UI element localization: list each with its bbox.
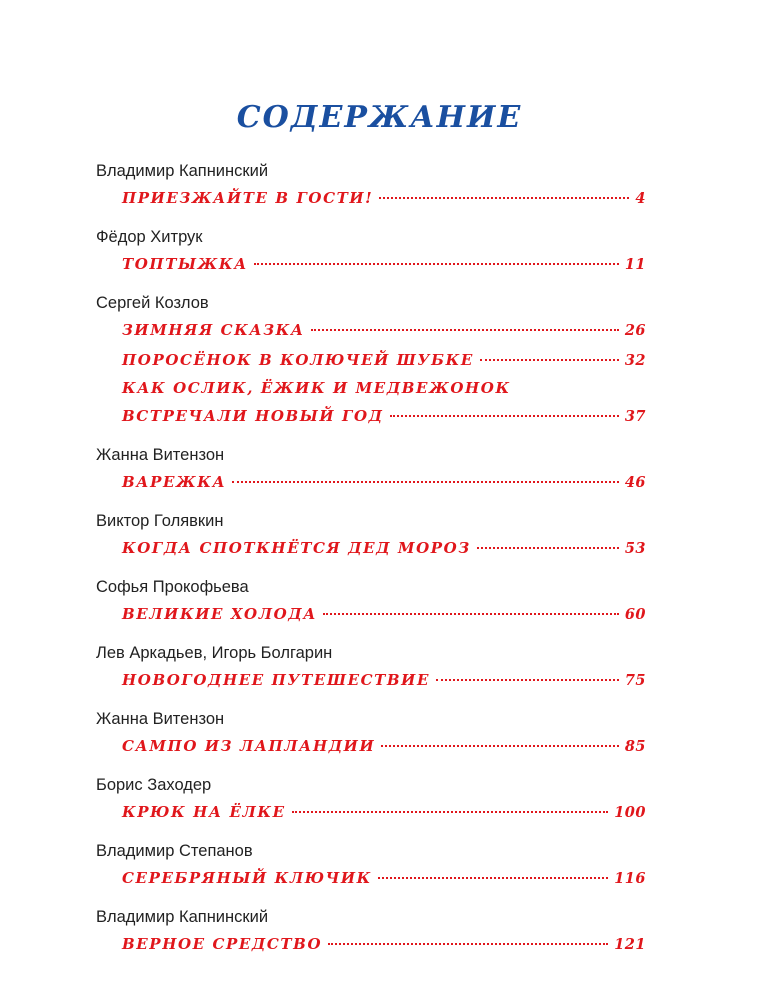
dot-leader bbox=[328, 943, 608, 945]
toc-group bbox=[96, 509, 646, 563]
dot-leader bbox=[378, 877, 608, 879]
toc-entry[interactable] bbox=[96, 345, 646, 375]
toc-group bbox=[96, 839, 646, 893]
toc-entry[interactable] bbox=[96, 599, 646, 629]
dot-leader bbox=[379, 197, 629, 199]
toc-entry-title: ВЕРНОЕ СРЕДСТВО bbox=[122, 935, 323, 953]
dot-leader bbox=[323, 613, 619, 615]
toc-page-number: 121 bbox=[614, 936, 646, 953]
toc-entry[interactable] bbox=[96, 533, 646, 563]
dot-leader bbox=[390, 415, 619, 417]
author-name: Владимир Капнинский bbox=[96, 162, 269, 180]
toc-group bbox=[96, 443, 646, 497]
toc-group bbox=[96, 291, 646, 431]
toc-entry[interactable] bbox=[96, 183, 646, 213]
author-name: Жанна Витензон bbox=[96, 710, 225, 728]
toc-entry[interactable] bbox=[96, 665, 646, 695]
toc-entry-title: ВЕЛИКИЕ ХОЛОДА bbox=[122, 605, 318, 623]
toc-entry[interactable] bbox=[96, 731, 646, 761]
table-of-contents bbox=[96, 159, 646, 971]
toc-page-number: 46 bbox=[624, 474, 646, 491]
toc-entry-title: СЕРЕБРЯНЫЙ КЛЮЧИК bbox=[122, 869, 372, 887]
author-name: Владимир Капнинский bbox=[96, 908, 269, 926]
dot-leader bbox=[477, 547, 619, 549]
toc-page-number: 116 bbox=[614, 870, 646, 887]
toc-group bbox=[96, 641, 646, 695]
toc-entry-title: ВАРЕЖКА bbox=[122, 473, 227, 491]
toc-entry[interactable] bbox=[96, 249, 646, 279]
toc-entry-title: КОГДА СПОТКНЁТСЯ ДЕД МОРОЗ bbox=[122, 539, 471, 557]
dot-leader bbox=[311, 329, 619, 331]
toc-entry-title: КРЮК НА ЁЛКЕ bbox=[122, 803, 286, 821]
author-name: Фёдор Хитрук bbox=[96, 228, 203, 246]
toc-entry-title: ЗИМНЯЯ СКАЗКА bbox=[122, 321, 305, 339]
toc-page-number: 75 bbox=[624, 672, 646, 689]
toc-entry[interactable] bbox=[96, 929, 646, 959]
dot-leader bbox=[292, 811, 609, 813]
author-name: Сергей Козлов bbox=[96, 294, 209, 312]
dot-leader bbox=[381, 745, 619, 747]
dot-leader bbox=[254, 263, 619, 265]
author-name: Софья Прокофьева bbox=[96, 578, 249, 596]
author-name: Владимир Степанов bbox=[96, 842, 253, 860]
toc-page-number: 85 bbox=[624, 738, 646, 755]
toc-entry-title: ТОПТЫЖКА bbox=[122, 255, 248, 273]
toc-group bbox=[96, 225, 646, 279]
dot-leader bbox=[480, 359, 619, 361]
toc-entry-title: ПРИЕЗЖАЙТЕ В ГОСТИ! bbox=[122, 189, 374, 207]
page-title: СОДЕРЖАНИЕ bbox=[236, 100, 523, 135]
toc-entry-title: ВСТРЕЧАЛИ НОВЫЙ ГОД bbox=[122, 407, 384, 425]
toc-entry-title-line[interactable]: КАК ОСЛИК, ЁЖИК И МЕДВЕЖОНОК bbox=[122, 379, 511, 397]
author-name: Жанна Витензон bbox=[96, 446, 225, 464]
toc-entry-title: НОВОГОДНЕЕ ПУТЕШЕСТВИЕ bbox=[122, 671, 430, 689]
toc-entry[interactable] bbox=[96, 315, 646, 345]
toc-group bbox=[96, 905, 646, 959]
toc-entry-title: САМПО ИЗ ЛАПЛАНДИИ bbox=[122, 737, 376, 755]
toc-page-number: 100 bbox=[614, 804, 646, 821]
toc-page-number: 11 bbox=[624, 256, 646, 273]
toc-group bbox=[96, 773, 646, 827]
author-name: Лев Аркадьев, Игорь Болгарин bbox=[96, 644, 333, 662]
author-name: Виктор Голявкин bbox=[96, 512, 224, 530]
toc-entry-title: ПОРОСЁНОК В КОЛЮЧЕЙ ШУБКЕ bbox=[122, 351, 474, 369]
dot-leader bbox=[436, 679, 619, 681]
toc-page-number: 53 bbox=[624, 540, 646, 557]
toc-page-number: 60 bbox=[624, 606, 646, 623]
toc-group bbox=[96, 159, 646, 213]
toc-group bbox=[96, 575, 646, 629]
author-name: Борис Заходер bbox=[96, 776, 212, 794]
toc-page-number: 4 bbox=[635, 190, 646, 207]
toc-page-number: 32 bbox=[624, 352, 646, 369]
toc-entry[interactable] bbox=[96, 797, 646, 827]
toc-page-number: 37 bbox=[624, 408, 646, 425]
toc-entry[interactable] bbox=[96, 401, 646, 431]
toc-entry[interactable] bbox=[96, 467, 646, 497]
toc-entry[interactable] bbox=[96, 863, 646, 893]
dot-leader bbox=[232, 481, 618, 483]
toc-page-number: 26 bbox=[624, 322, 646, 339]
toc-group bbox=[96, 707, 646, 761]
